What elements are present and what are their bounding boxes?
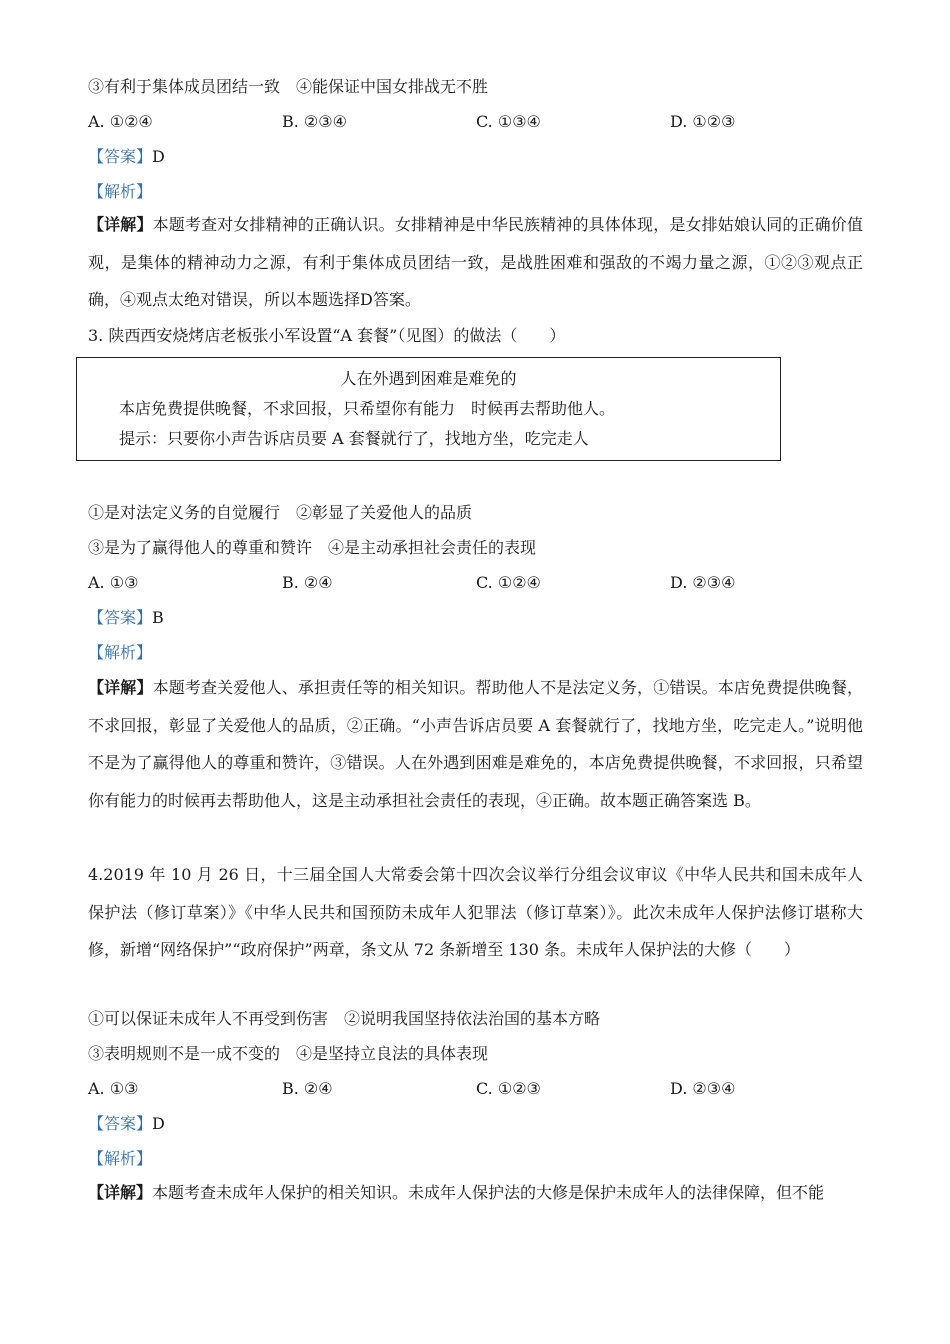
q4-detail-paragraph <box>88 1174 863 1212</box>
q4-statement-1: ①可以保证未成年人不再受到伤害 ②说明我国坚持依法治国的基本方略 <box>88 1009 601 1028</box>
q3-option-c: C. ①②④ <box>476 573 541 592</box>
q3-question: 3. 陕西西安烧烤店老板张小军设置“A 套餐”（见图）的做法（ ） <box>88 326 566 345</box>
q3-detail-text: 本题考查关爱他人、承担责任等的相关知识。帮助他人不是法定义务，①错误。本店免费提供晚餐，不求回报，彰显了关爱他人的品质，②正确。“小声告诉店员要 A 套餐就行了，找地方坐，吃完走人。”说明他不是为了赢得他人的尊重和赞许，③错误。人在外遇到困难是难免的，本店免费提供晚餐，不求回报，只希望你有能力的时候再去帮助他人，这是主动承担社会责任的表现，④正确。故本题正确答案选 B。 <box>88 678 863 811</box>
q2-analysis-tag: 【解析】 <box>88 182 153 201</box>
q4-option-b: B. ②④ <box>282 1079 333 1098</box>
q4-detail-text: 本题考查未成年人保护的相关知识。未成年人保护法的大修是保护未成年人的法律保障，但不能 <box>152 1183 825 1202</box>
q4-option-d: D. ②③④ <box>670 1079 736 1098</box>
q3-notice-line1: 本店免费提供晚餐，不求回报，只希望你有能力 时候再去帮助他人。 <box>119 399 616 418</box>
q2-detail-paragraph <box>88 206 863 319</box>
q2-detail-tag: 【详解】 <box>88 215 153 234</box>
q3-detail-paragraph <box>88 669 863 820</box>
q3-analysis-tag: 【解析】 <box>88 643 153 662</box>
q3-statement-2: ③是为了赢得他人的尊重和赞许 ④是主动承担社会责任的表现 <box>88 538 537 557</box>
q3-detail-tag: 【详解】 <box>88 678 153 697</box>
q2-option-d: D. ①②③ <box>670 112 736 131</box>
q4-answer-value: D <box>152 1114 165 1133</box>
q2-option-a: A. ①②④ <box>88 112 153 131</box>
q2-detail-text: 本题考查对女排精神的正确认识。女排精神是中华民族精神的具体体现，是女排姑娘认同的正确价值观，是集体的精神动力之源，有利于集体成员团结一致，是战胜困难和强敌的不竭力量之源，①②③观点正确，④观点太绝对错误，所以本题选择D答案。 <box>88 215 863 310</box>
q4-detail-tag: 【详解】 <box>88 1183 153 1202</box>
q4-answer-row <box>88 1113 165 1135</box>
q4-question: 4.2019 年 10 月 26 日，十三届全国人大常委会第十四次会议举行分组会议审议《中华人民共和国未成年人保护法（修订草案）》《中华人民共和国预防未成年人犯罪法（修订草案）》。此次未成年人保护法修订堪称大修，新增“网络保护”“政府保护”两章，条文从 72 条新增至 130 条。未成年人保护法的大修（ ） <box>88 865 863 960</box>
q2-option-b: B. ②③④ <box>282 112 347 131</box>
q3-notice-line2: 提示：只要你小声告诉店员要 A 套餐就行了，找地方坐，吃完走人 <box>119 429 589 448</box>
q3-answer-row <box>88 607 164 629</box>
q3-notice-title: 人在外遇到困难是难免的 <box>340 369 517 388</box>
q3-option-b: B. ②④ <box>282 573 333 592</box>
q3-statement-1: ①是对法定义务的自觉履行 ②彰显了关爱他人的品质 <box>88 503 473 522</box>
q2-answer-row <box>88 146 165 168</box>
q2-option-c: C. ①③④ <box>476 112 541 131</box>
q3-option-a: A. ①③ <box>88 573 139 592</box>
q3-notice-box <box>76 357 781 461</box>
q3-answer-value: B <box>152 608 164 627</box>
q4-statement-2: ③表明规则不是一成不变的 ④是坚持立良法的具体表现 <box>88 1044 489 1063</box>
q4-answer-tag: 【答案】 <box>88 1114 153 1133</box>
q4-option-a: A. ①③ <box>88 1079 139 1098</box>
q3-answer-tag: 【答案】 <box>88 608 153 627</box>
q3-option-d: D. ②③④ <box>670 573 736 592</box>
q4-option-c: C. ①②③ <box>476 1079 541 1098</box>
q2-answer-value: D <box>152 147 165 166</box>
q2-answer-tag: 【答案】 <box>88 147 153 166</box>
q4-analysis-tag: 【解析】 <box>88 1149 153 1168</box>
q2-statement-line: ③有利于集体成员团结一致 ④能保证中国女排战无不胜 <box>88 77 489 96</box>
